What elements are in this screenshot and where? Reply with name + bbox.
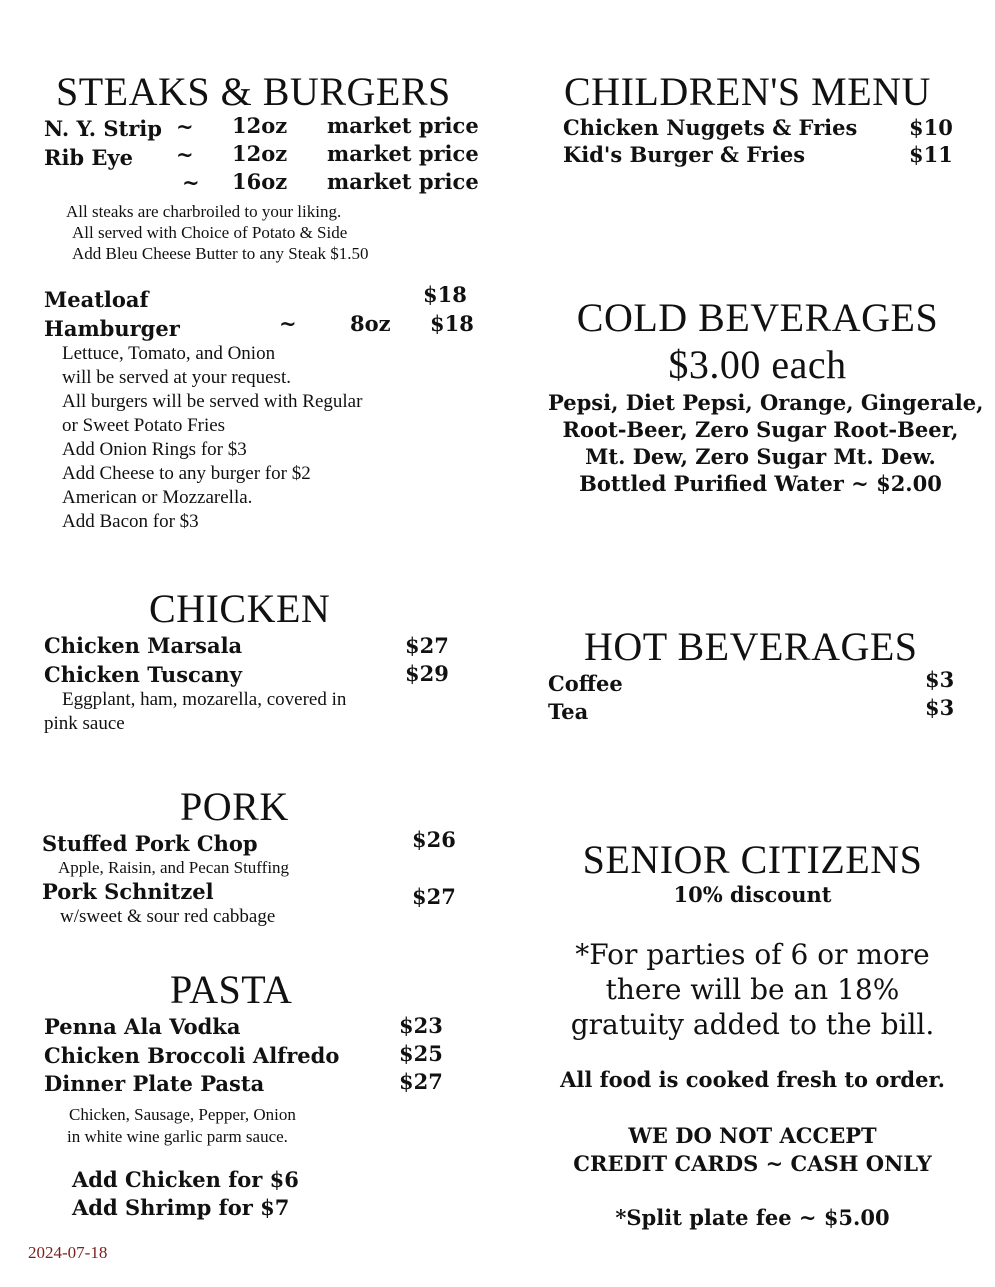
item-name: Coffee (548, 671, 623, 696)
cold-line: Bottled Purified Water ~ $2.00 (579, 471, 942, 496)
item-name-hamburger: Hamburger (44, 316, 180, 341)
item-name: Chicken Broccoli Alfredo (44, 1043, 340, 1068)
tilde: ~ (279, 311, 297, 336)
gratuity-line: there will be an 18% (605, 973, 900, 1006)
item-price: market price (327, 141, 479, 166)
cash-note: WE DO NOT ACCEPT (628, 1123, 877, 1148)
fresh-note: All food is cooked fresh to order. (560, 1067, 945, 1092)
item-price: $18 (430, 311, 474, 336)
cold-line: Root-Beer, Zero Sugar Root-Beer, (562, 417, 959, 442)
section-title-hot: HOT BEVERAGES (584, 624, 918, 669)
pasta-note: in white wine garlic parm sauce. (67, 1127, 288, 1146)
item-size: 12oz (232, 141, 288, 166)
pasta-addon: Add Chicken for $6 (72, 1167, 299, 1192)
item-size: 16oz (232, 169, 288, 194)
item-price: $23 (399, 1013, 443, 1038)
item-price: $3 (925, 695, 955, 720)
item-price: $27 (399, 1069, 443, 1094)
pork-note: Apple, Raisin, and Pecan Stuffing (58, 858, 290, 877)
item-price: $29 (405, 661, 449, 686)
item-price: $26 (412, 827, 456, 852)
burger-note: will be served at your request. (62, 367, 291, 388)
item-name: Stuffed Pork Chop (42, 831, 258, 856)
split-fee-note: *Split plate fee ~ $5.00 (615, 1205, 890, 1230)
gratuity-line: gratuity added to the bill. (570, 1008, 935, 1041)
print-date: 2024-07-18 (28, 1243, 108, 1262)
burger-note: Lettuce, Tomato, and Onion (62, 343, 276, 364)
item-name: Chicken Marsala (44, 633, 243, 658)
section-title-senior: SENIOR CITIZENS (582, 837, 923, 882)
section-title-pork: PORK (180, 784, 289, 829)
item-name: Kid's Burger & Fries (563, 142, 806, 167)
burger-note: All burgers will be served with Regular (62, 391, 363, 412)
section-title-steaks: STEAKS & BURGERS (56, 69, 451, 114)
item-name: Chicken Nuggets & Fries (563, 115, 858, 140)
steak-note: Add Bleu Cheese Butter to any Steak $1.50 (72, 244, 369, 263)
burger-note: Add Cheese to any burger for $2 (62, 463, 311, 484)
burger-note: Add Onion Rings for $3 (62, 439, 247, 460)
chicken-note: Eggplant, ham, mozarella, covered in (62, 689, 347, 710)
item-name: Tea (548, 699, 589, 724)
item-price: $25 (399, 1041, 443, 1066)
tilde: ~ (176, 114, 194, 139)
item-size: 8oz (350, 311, 391, 336)
item-price: $18 (423, 282, 467, 307)
item-size: 12oz (232, 113, 288, 138)
item-price: market price (327, 113, 479, 138)
pasta-note: Chicken, Sausage, Pepper, Onion (69, 1105, 296, 1124)
pasta-addon: Add Shrimp for $7 (72, 1195, 290, 1220)
chicken-note: pink sauce (44, 713, 125, 734)
cash-note: CREDIT CARDS ~ CASH ONLY (573, 1151, 932, 1176)
cold-subtitle: $3.00 each (668, 342, 847, 387)
gratuity-line: *For parties of 6 or more (575, 938, 930, 971)
item-price: $10 (909, 115, 953, 140)
item-name: Penna Ala Vodka (44, 1014, 241, 1039)
item-price: market price (327, 169, 479, 194)
burger-note: or Sweet Potato Fries (62, 415, 226, 436)
item-name-meatloaf: Meatloaf (44, 287, 149, 312)
tilde: ~ (176, 142, 194, 167)
tilde: ~ (182, 170, 200, 195)
steak-note: All served with Choice of Potato & Side (72, 223, 348, 242)
burger-note: Add Bacon for $3 (62, 511, 199, 532)
cold-line: Pepsi, Diet Pepsi, Orange, Gingerale, (548, 390, 984, 415)
section-title-cold: COLD BEVERAGES (576, 295, 939, 340)
item-price: $3 (925, 667, 955, 692)
steak-note: All steaks are charbroiled to your liking. (66, 202, 342, 221)
section-title-pasta: PASTA (170, 967, 293, 1012)
item-price: $11 (909, 142, 953, 167)
item-name: Rib Eye (44, 145, 133, 170)
item-name: Pork Schnitzel (42, 879, 214, 904)
item-name: Dinner Plate Pasta (44, 1071, 265, 1096)
burger-note: American or Mozzarella. (62, 487, 253, 508)
section-title-childrens: CHILDREN'S MENU (564, 69, 931, 114)
item-name: Chicken Tuscany (44, 662, 242, 687)
item-price: $27 (412, 884, 456, 909)
cold-line: Mt. Dew, Zero Sugar Mt. Dew. (585, 444, 936, 469)
item-price: $27 (405, 633, 449, 658)
item-name: N. Y. Strip (44, 116, 162, 141)
pork-note: w/sweet & sour red cabbage (60, 906, 276, 927)
senior-discount: 10% discount (673, 882, 832, 907)
section-title-chicken: CHICKEN (149, 586, 331, 631)
